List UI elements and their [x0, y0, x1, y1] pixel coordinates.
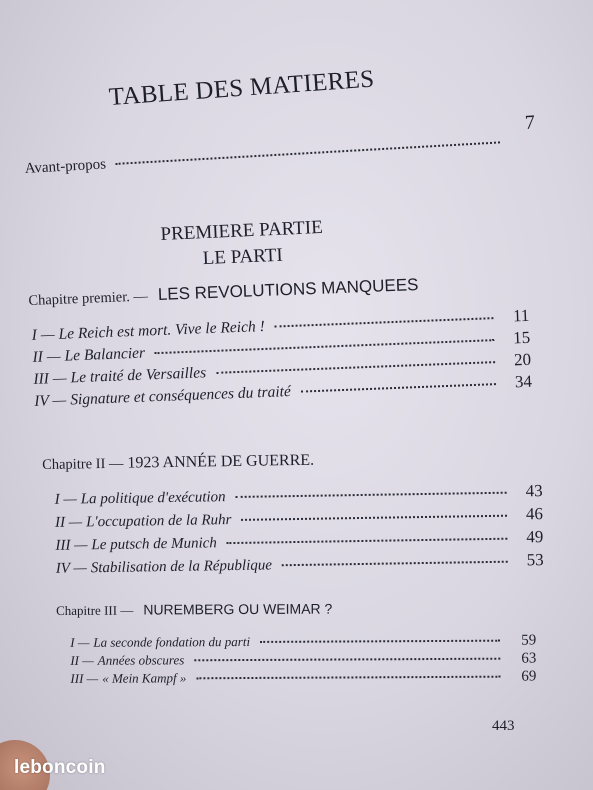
chapter-title: 1923 ANNÉE DE GUERRE. — [127, 451, 315, 472]
chapter-title: NUREMBERG OU WEIMAR ? — [143, 600, 333, 618]
entry-title: Signature et conséquences du traité — [69, 382, 292, 409]
chapter-3 — [56, 599, 536, 688]
entry-page: 49 — [526, 527, 544, 547]
entry-page: 11 — [512, 305, 530, 326]
avant-propos-page: 7 — [524, 111, 536, 134]
entry-title: La seconde fondation du parti — [93, 633, 251, 650]
leader-dots — [194, 658, 500, 662]
leader-dots — [241, 515, 507, 521]
entry-title: Stabilisation de la République — [90, 557, 273, 577]
entry-page: 63 — [521, 650, 537, 667]
entry-title: Le Balancier — [64, 344, 146, 365]
avant-propos-label: Avant-propos — [24, 156, 107, 177]
part-heading-line2: LE PARTI — [202, 244, 284, 270]
leader-dots — [260, 640, 500, 643]
entry-number: III — — [33, 369, 67, 388]
page-number: 443 — [492, 718, 515, 734]
entry-number: IV — — [55, 560, 87, 577]
entry-title: Le putsch de Munich — [91, 535, 217, 554]
chapter-label: Chapitre II — — [42, 455, 124, 473]
chapter-label: Chapitre premier. — — [28, 288, 149, 309]
leboncoin-watermark: leboncoin — [14, 757, 106, 778]
entry-number: IV — — [33, 391, 67, 410]
leader-dots — [236, 492, 507, 498]
leader-dots — [116, 141, 500, 164]
entry-title: « Mein Kampf » — [102, 670, 187, 686]
entry-page: 69 — [521, 668, 537, 685]
entry-number: II — — [70, 652, 94, 668]
leader-dots — [196, 676, 500, 680]
chapter-heading — [56, 599, 536, 620]
entry-number: I — — [54, 491, 77, 508]
entry-title: Le Reich est mort. Vive le Reich ! — [58, 317, 266, 343]
entry-title: Le traité de Versailles — [70, 364, 207, 387]
entry-page: 43 — [525, 481, 543, 501]
leader-dots — [216, 361, 495, 374]
chapter-2 — [42, 448, 544, 580]
entry-number: II — — [32, 347, 61, 366]
chapter-1 — [28, 271, 532, 412]
entry-page: 59 — [521, 632, 537, 649]
toc-entry — [56, 667, 536, 688]
entry-page: 20 — [513, 349, 532, 370]
entry-number: I — — [31, 326, 55, 344]
entry-number: I — — [70, 634, 90, 650]
entry-title: Années obscures — [97, 652, 185, 668]
leader-dots — [227, 538, 508, 544]
entry-number: II — — [54, 514, 83, 531]
part-heading-line1: PREMIERE PARTIE — [160, 216, 324, 245]
entry-number: III — — [55, 537, 88, 554]
chapter-label: Chapitre III — — [56, 602, 134, 618]
entry-title: La politique d'exécution — [80, 489, 226, 508]
entry-page: 15 — [512, 327, 531, 348]
entry-page: 46 — [525, 504, 544, 524]
page-title: TABLE DES MATIERES — [108, 65, 376, 112]
leader-dots — [275, 317, 494, 327]
leader-dots — [282, 561, 508, 567]
leader-dots — [301, 383, 496, 392]
chapter-heading — [28, 271, 528, 310]
part-heading — [160, 215, 324, 274]
chapter-title: LES REVOLUTIONS MANQUEES — [157, 275, 419, 305]
entry-page: 34 — [514, 371, 533, 392]
chapter-heading — [42, 448, 542, 474]
entry-number: III — — [70, 670, 99, 686]
avant-propos-entry — [24, 111, 536, 179]
entry-title: L'occupation de la Ruhr — [85, 512, 232, 531]
entry-page: 53 — [526, 550, 544, 570]
